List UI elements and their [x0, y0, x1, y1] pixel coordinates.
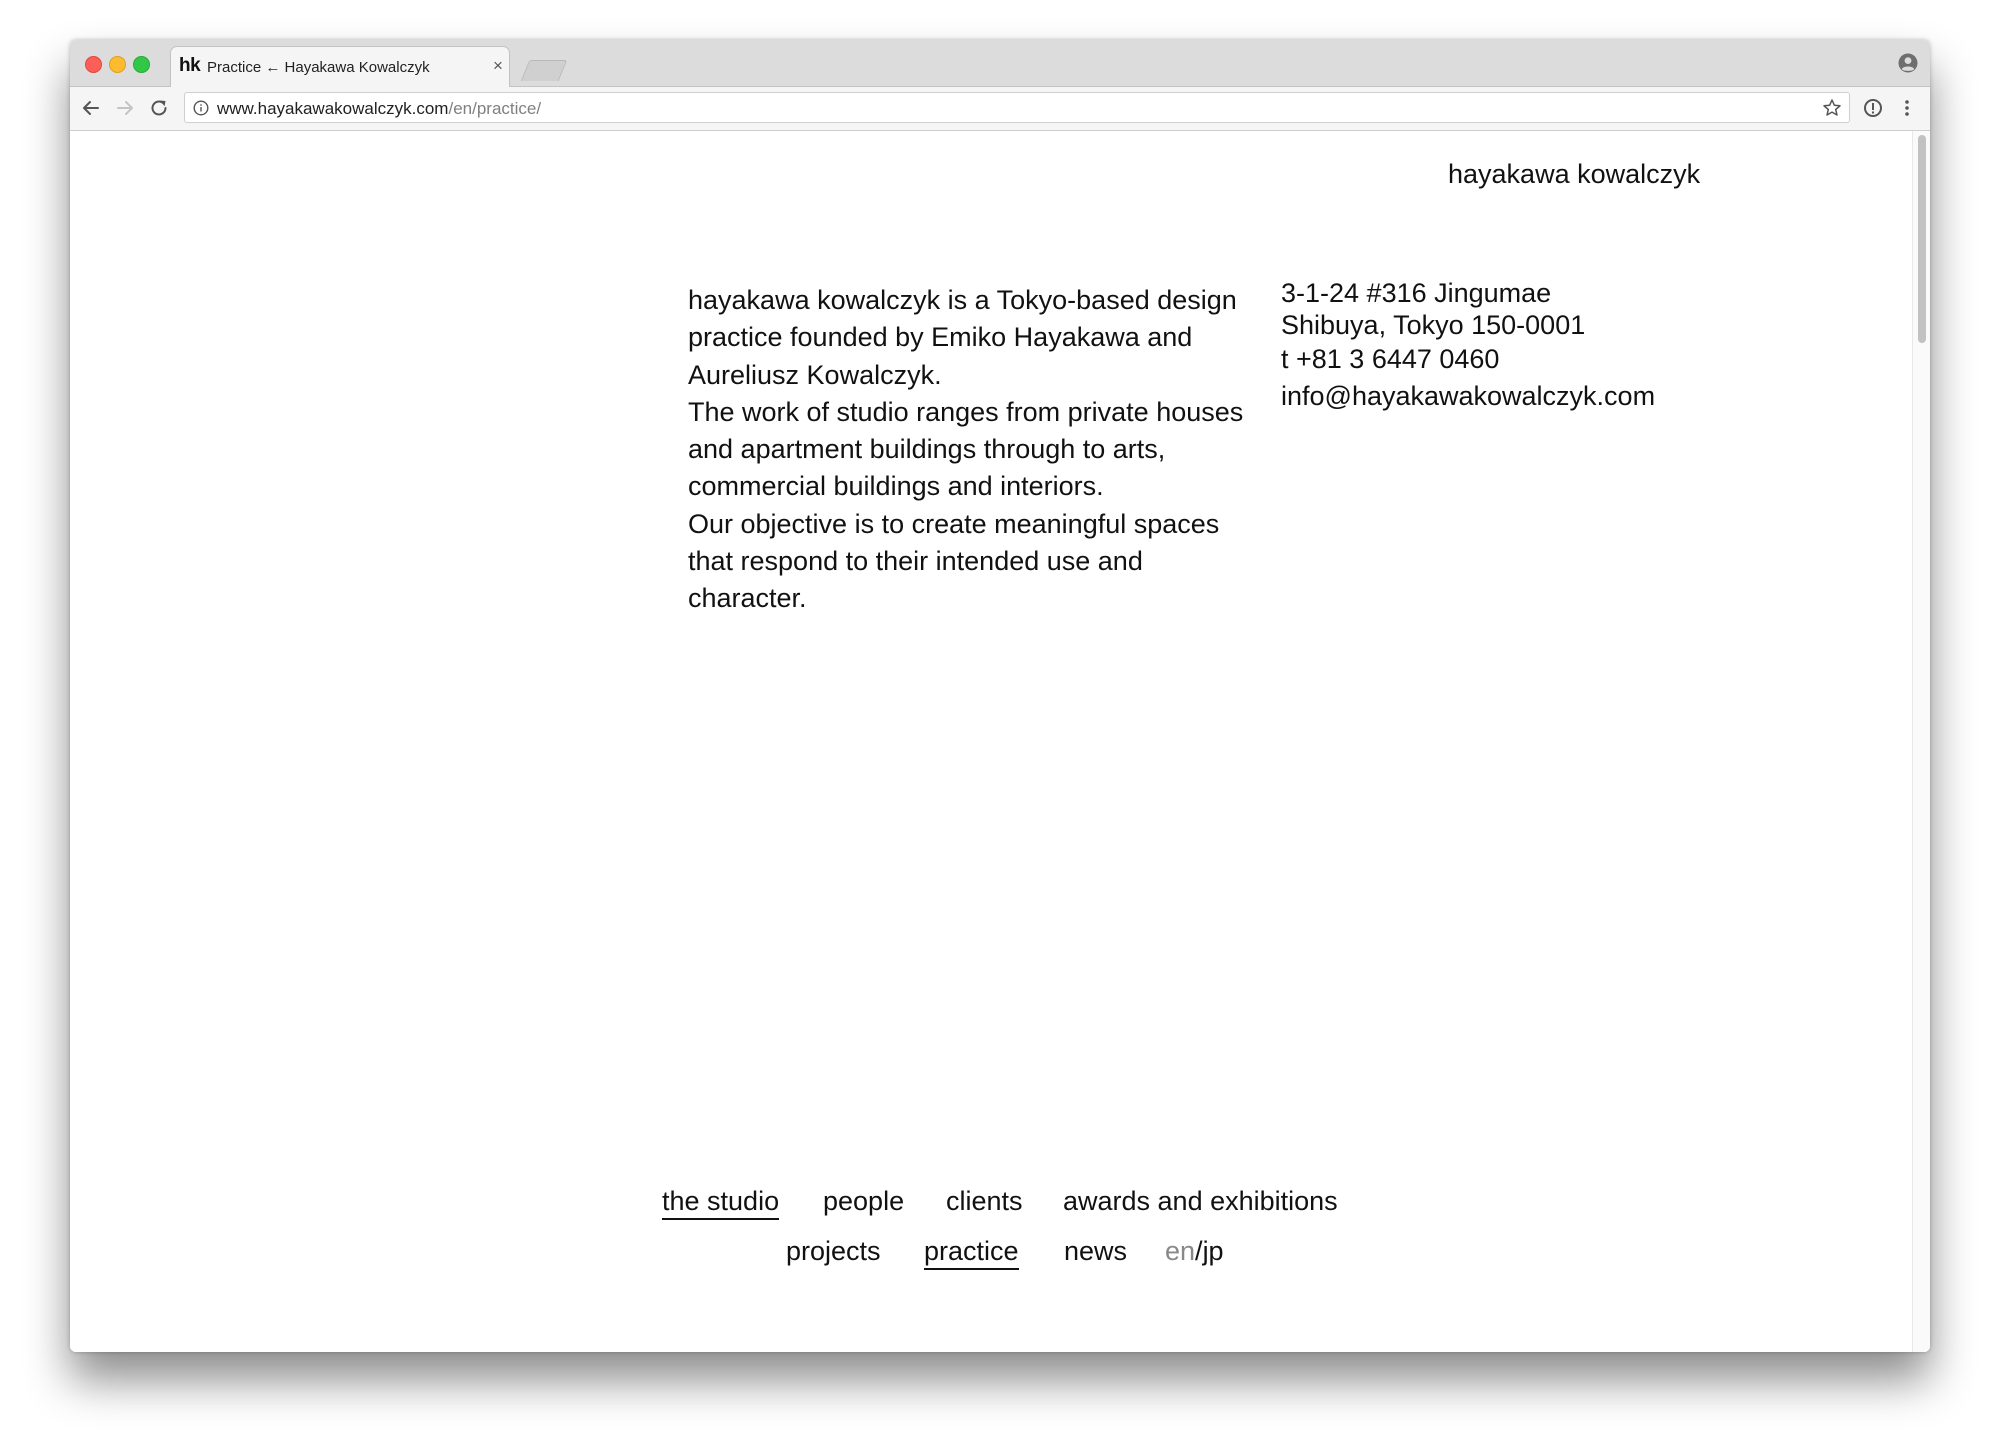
- browser-tab-active[interactable]: [170, 46, 510, 87]
- tab-strip: [70, 40, 1930, 87]
- about-paragraph: The work of studio ranges from private houses and apartment buildings through to arts, commercial buildings and interiors.: [688, 396, 1244, 502]
- scrollbar-thumb[interactable]: [1918, 135, 1926, 343]
- nav-clients[interactable]: clients: [946, 1186, 1023, 1216]
- extension-info-icon[interactable]: [1862, 97, 1884, 119]
- menu-kebab-icon[interactable]: [1896, 97, 1918, 119]
- profile-icon[interactable]: [1898, 53, 1918, 73]
- url-text: [217, 99, 541, 119]
- nav-practice[interactable]: practice: [924, 1236, 1019, 1270]
- address-line-1: 3-1-24 #316 Jingumae: [1281, 278, 1552, 308]
- nav-the-studio[interactable]: the studio: [662, 1186, 779, 1220]
- close-window-button[interactable]: [85, 56, 102, 73]
- nav-awards-and-exhibitions[interactable]: awards and exhibitions: [1063, 1186, 1338, 1216]
- nav-people[interactable]: people: [823, 1186, 905, 1216]
- language-switcher: [1165, 1236, 1224, 1267]
- email-link[interactable]: info@hayakawakowalczyk.com: [1281, 381, 1656, 411]
- zoom-window-button[interactable]: [133, 56, 150, 73]
- about-paragraph: hayakawa kowalczyk is a Tokyo-based design practice founded by Emiko Hayakawa and Aureliusz Kowalczyk.: [688, 285, 1237, 390]
- page-scrollbar[interactable]: [1912, 131, 1930, 1352]
- tab-title: Practice ← Hayakawa Kowalczyk: [207, 59, 430, 76]
- forward-arrow-icon[interactable]: [114, 97, 136, 119]
- bookmark-star-icon[interactable]: [1822, 98, 1842, 118]
- nav-news[interactable]: news: [1064, 1236, 1128, 1266]
- address-line-2: Shibuya, Tokyo 150-0001: [1281, 310, 1586, 340]
- secondary-nav: [786, 1236, 1386, 1276]
- lang-en-link[interactable]: en: [1165, 1236, 1196, 1266]
- tab-close-icon[interactable]: ×: [493, 56, 503, 75]
- reload-icon[interactable]: [148, 97, 170, 119]
- browser-toolbar: [70, 87, 1930, 131]
- address-bar[interactable]: [184, 92, 1850, 123]
- info-icon[interactable]: [193, 100, 209, 116]
- practice-description: [688, 282, 1258, 618]
- lang-separator: /: [1195, 1236, 1203, 1266]
- back-arrow-icon[interactable]: [80, 97, 102, 119]
- web-page: [70, 131, 1930, 1352]
- url-path: /en/practice/: [448, 99, 542, 118]
- browser-window: [70, 40, 1930, 1352]
- about-paragraph: Our objective is to create meaningful spaces that respond to their intended use and character.: [688, 508, 1220, 614]
- lang-jp-link[interactable]: jp: [1202, 1236, 1224, 1266]
- nav-projects[interactable]: projects: [786, 1236, 881, 1266]
- new-tab-button[interactable]: [521, 60, 567, 81]
- primary-nav: [662, 1186, 1462, 1226]
- url-host: www.hayakawakowalczyk.com: [217, 99, 449, 118]
- minimize-window-button[interactable]: [109, 56, 126, 73]
- site-brand[interactable]: hayakawa kowalczyk: [1448, 159, 1701, 189]
- tab-favicon: hk: [179, 55, 201, 76]
- phone-number[interactable]: t +81 3 6447 0460: [1281, 344, 1500, 374]
